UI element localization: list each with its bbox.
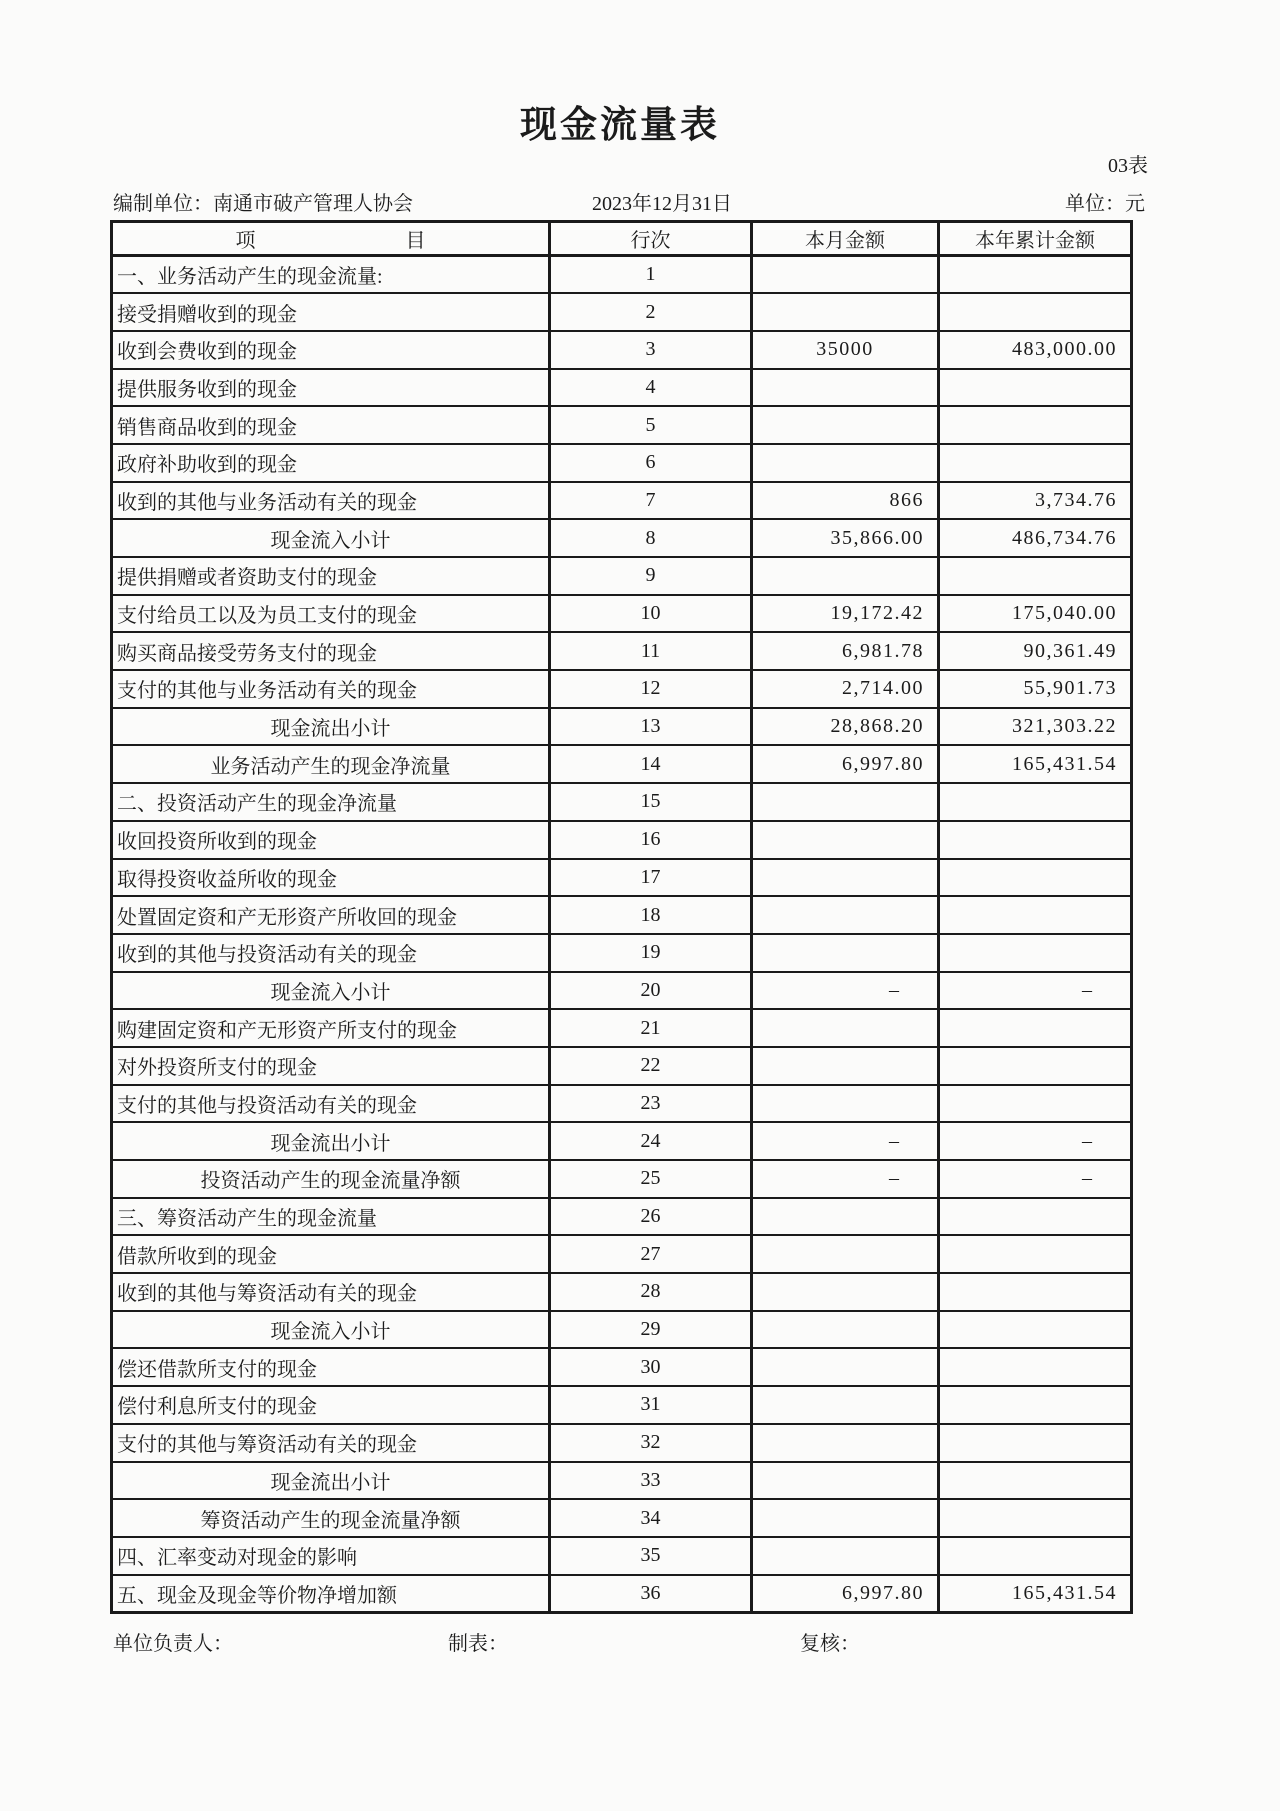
table-row — [112, 1085, 1132, 1123]
row-year-amount — [939, 896, 1132, 934]
row-line-no: 24 — [550, 1122, 752, 1160]
row-item-label: 投资活动产生的现金流量净额 — [112, 1160, 550, 1198]
table-row — [112, 783, 1132, 821]
table-row — [112, 1273, 1132, 1311]
row-item-label: 收回投资所收到的现金 — [112, 821, 550, 859]
table-header — [112, 222, 1132, 256]
row-line-no: 13 — [550, 708, 752, 746]
row-line-no: 5 — [550, 406, 752, 444]
table-row — [112, 1348, 1132, 1386]
row-item-label: 接受捐赠收到的现金 — [112, 293, 550, 331]
table-row — [112, 632, 1132, 670]
row-line-no: 29 — [550, 1311, 752, 1349]
row-line-no: 19 — [550, 934, 752, 972]
row-line-no: 26 — [550, 1198, 752, 1236]
row-item-label: 现金流入小计 — [112, 519, 550, 557]
row-year-amount — [939, 1499, 1132, 1537]
row-item-label: 处置固定资和产无形资产所收回的现金 — [112, 896, 550, 934]
row-line-no: 15 — [550, 783, 752, 821]
row-month-amount — [752, 256, 939, 294]
row-year-amount: 175,040.00 — [939, 595, 1132, 633]
row-month-amount — [752, 821, 939, 859]
row-month-amount — [752, 293, 939, 331]
row-line-no: 1 — [550, 256, 752, 294]
row-line-no: 22 — [550, 1047, 752, 1085]
page-title: 现金流量表 — [520, 105, 720, 146]
table-row — [112, 708, 1132, 746]
row-line-no: 14 — [550, 745, 752, 783]
row-month-amount — [752, 934, 939, 972]
row-line-no: 8 — [550, 519, 752, 557]
row-item-label: 现金流出小计 — [112, 708, 550, 746]
row-line-no: 28 — [550, 1273, 752, 1311]
row-month-amount — [752, 1311, 939, 1349]
row-month-amount: 6,997.80 — [752, 1575, 939, 1613]
row-line-no: 16 — [550, 821, 752, 859]
header-year-amount: 本年累计金额 — [939, 222, 1132, 256]
table-row — [112, 369, 1132, 407]
header-item-char-right: 目 — [405, 230, 426, 252]
table-row — [112, 1122, 1132, 1160]
cash-flow-table — [110, 220, 1133, 1614]
row-year-amount — [939, 1311, 1132, 1349]
row-year-amount: – — [939, 1122, 1132, 1160]
row-month-amount — [752, 1047, 939, 1085]
row-month-amount — [752, 1198, 939, 1236]
form-number: 03表 — [1108, 155, 1148, 177]
row-item-label: 收到的其他与投资活动有关的现金 — [112, 934, 550, 972]
table-row — [112, 519, 1132, 557]
row-item-label: 购买商品接受劳务支付的现金 — [112, 632, 550, 670]
row-year-amount — [939, 783, 1132, 821]
table-row — [112, 331, 1132, 369]
row-item-label: 借款所收到的现金 — [112, 1235, 550, 1273]
row-year-amount: 55,901.73 — [939, 670, 1132, 708]
row-line-no: 23 — [550, 1085, 752, 1123]
row-line-no: 12 — [550, 670, 752, 708]
row-line-no: 4 — [550, 369, 752, 407]
row-year-amount — [939, 293, 1132, 331]
table-row — [112, 1235, 1132, 1273]
table-row — [112, 293, 1132, 331]
row-line-no: 27 — [550, 1235, 752, 1273]
row-year-amount: 165,431.54 — [939, 745, 1132, 783]
table-row — [112, 256, 1132, 294]
table-row — [112, 670, 1132, 708]
row-line-no: 17 — [550, 859, 752, 897]
table-row — [112, 482, 1132, 520]
table-row — [112, 934, 1132, 972]
row-line-no: 36 — [550, 1575, 752, 1613]
table-row — [112, 557, 1132, 595]
row-month-amount — [752, 406, 939, 444]
report-date: 2023年12月31日 — [592, 193, 732, 215]
row-year-amount — [939, 934, 1132, 972]
row-line-no: 18 — [550, 896, 752, 934]
table-row — [112, 1499, 1132, 1537]
row-month-amount: 2,714.00 — [752, 670, 939, 708]
row-item-label: 筹资活动产生的现金流量净额 — [112, 1499, 550, 1537]
row-month-amount: 35,866.00 — [752, 519, 939, 557]
row-year-amount: 483,000.00 — [939, 331, 1132, 369]
row-year-amount: 165,431.54 — [939, 1575, 1132, 1613]
row-month-amount: 6,997.80 — [752, 745, 939, 783]
preparing-unit: 编制单位：南通市破产管理人协会 — [113, 193, 413, 215]
row-year-amount — [939, 1348, 1132, 1386]
row-item-label: 偿还借款所支付的现金 — [112, 1348, 550, 1386]
header-item — [112, 222, 550, 256]
row-month-amount — [752, 1273, 939, 1311]
row-item-label: 对外投资所支付的现金 — [112, 1047, 550, 1085]
header-month-amount: 本月金额 — [752, 222, 939, 256]
row-month-amount — [752, 444, 939, 482]
row-line-no: 31 — [550, 1386, 752, 1424]
table-row — [112, 896, 1132, 934]
footer-responsible-label: 单位负责人： — [113, 1633, 233, 1655]
row-item-label: 销售商品收到的现金 — [112, 406, 550, 444]
row-month-amount — [752, 1009, 939, 1047]
table-row — [112, 1009, 1132, 1047]
table-row — [112, 1537, 1132, 1575]
row-year-amount: 90,361.49 — [939, 632, 1132, 670]
row-item-label: 五、现金及现金等价物净增加额 — [112, 1575, 550, 1613]
row-month-amount — [752, 859, 939, 897]
table-row — [112, 1311, 1132, 1349]
row-year-amount — [939, 1537, 1132, 1575]
currency-unit: 单位：元 — [1065, 193, 1145, 215]
row-item-label: 业务活动产生的现金净流量 — [112, 745, 550, 783]
row-month-amount — [752, 1348, 939, 1386]
row-item-label: 提供服务收到的现金 — [112, 369, 550, 407]
row-year-amount — [939, 1047, 1132, 1085]
table-row — [112, 1047, 1132, 1085]
row-line-no: 21 — [550, 1009, 752, 1047]
row-year-amount — [939, 1198, 1132, 1236]
table-row — [112, 1424, 1132, 1462]
row-year-amount — [939, 1009, 1132, 1047]
row-month-amount: 6,981.78 — [752, 632, 939, 670]
row-year-amount: – — [939, 1160, 1132, 1198]
row-year-amount — [939, 1462, 1132, 1500]
row-line-no: 2 — [550, 293, 752, 331]
row-item-label: 现金流入小计 — [112, 972, 550, 1010]
table-row — [112, 745, 1132, 783]
row-item-label: 购建固定资和产无形资产所支付的现金 — [112, 1009, 550, 1047]
row-item-label: 收到的其他与业务活动有关的现金 — [112, 482, 550, 520]
row-item-label: 现金流出小计 — [112, 1122, 550, 1160]
row-item-label: 偿付利息所支付的现金 — [112, 1386, 550, 1424]
row-line-no: 20 — [550, 972, 752, 1010]
table-body — [112, 256, 1132, 1613]
row-month-amount — [752, 1386, 939, 1424]
row-year-amount — [939, 444, 1132, 482]
row-month-amount: 28,868.20 — [752, 708, 939, 746]
table-row — [112, 444, 1132, 482]
row-month-amount: – — [752, 1160, 939, 1198]
row-year-amount — [939, 1235, 1132, 1273]
row-year-amount: 486,734.76 — [939, 519, 1132, 557]
row-item-label: 支付给员工以及为员工支付的现金 — [112, 595, 550, 633]
row-month-amount — [752, 1462, 939, 1500]
row-line-no: 35 — [550, 1537, 752, 1575]
row-item-label: 收到会费收到的现金 — [112, 331, 550, 369]
header-row — [112, 222, 1132, 256]
row-line-no: 6 — [550, 444, 752, 482]
row-year-amount — [939, 1386, 1132, 1424]
row-item-label: 三、筹资活动产生的现金流量 — [112, 1198, 550, 1236]
row-month-amount — [752, 1235, 939, 1273]
footer-reviewer-label: 复核： — [800, 1633, 860, 1655]
row-line-no: 3 — [550, 331, 752, 369]
row-month-amount: – — [752, 1122, 939, 1160]
row-item-label: 四、汇率变动对现金的影响 — [112, 1537, 550, 1575]
row-line-no: 33 — [550, 1462, 752, 1500]
row-year-amount — [939, 406, 1132, 444]
header-line-no: 行次 — [550, 222, 752, 256]
row-month-amount — [752, 369, 939, 407]
row-year-amount — [939, 1424, 1132, 1462]
row-item-label: 收到的其他与筹资活动有关的现金 — [112, 1273, 550, 1311]
row-line-no: 30 — [550, 1348, 752, 1386]
row-year-amount — [939, 369, 1132, 407]
table-row — [112, 406, 1132, 444]
row-year-amount — [939, 1273, 1132, 1311]
row-month-amount: – — [752, 972, 939, 1010]
row-item-label: 提供捐赠或者资助支付的现金 — [112, 557, 550, 595]
table-row — [112, 1462, 1132, 1500]
row-year-amount: 321,303.22 — [939, 708, 1132, 746]
row-month-amount: 866 — [752, 482, 939, 520]
row-year-amount — [939, 859, 1132, 897]
row-month-amount — [752, 896, 939, 934]
footer-preparer-label: 制表： — [448, 1633, 508, 1655]
row-item-label: 政府补助收到的现金 — [112, 444, 550, 482]
row-month-amount — [752, 1537, 939, 1575]
table-row — [112, 859, 1132, 897]
row-item-label: 现金流入小计 — [112, 1311, 550, 1349]
row-item-label: 一、业务活动产生的现金流量: — [112, 256, 550, 294]
row-year-amount — [939, 821, 1132, 859]
row-month-amount — [752, 1499, 939, 1537]
row-month-amount — [752, 783, 939, 821]
table-row — [112, 1198, 1132, 1236]
row-line-no: 34 — [550, 1499, 752, 1537]
row-year-amount: – — [939, 972, 1132, 1010]
table-row — [112, 595, 1132, 633]
row-item-label: 支付的其他与业务活动有关的现金 — [112, 670, 550, 708]
table-row — [112, 972, 1132, 1010]
row-item-label: 取得投资收益所收的现金 — [112, 859, 550, 897]
row-line-no: 32 — [550, 1424, 752, 1462]
row-item-label: 支付的其他与投资活动有关的现金 — [112, 1085, 550, 1123]
table-row — [112, 821, 1132, 859]
row-item-label: 现金流出小计 — [112, 1462, 550, 1500]
row-line-no: 25 — [550, 1160, 752, 1198]
row-line-no: 7 — [550, 482, 752, 520]
row-item-label: 支付的其他与筹资活动有关的现金 — [112, 1424, 550, 1462]
header-item-char-left: 项 — [235, 230, 256, 252]
row-month-amount — [752, 1085, 939, 1123]
table-row — [112, 1386, 1132, 1424]
row-month-amount: 35000 — [752, 331, 939, 369]
row-line-no: 10 — [550, 595, 752, 633]
table-row — [112, 1575, 1132, 1613]
row-line-no: 9 — [550, 557, 752, 595]
row-year-amount — [939, 557, 1132, 595]
row-year-amount — [939, 256, 1132, 294]
row-line-no: 11 — [550, 632, 752, 670]
row-month-amount — [752, 557, 939, 595]
row-year-amount: 3,734.76 — [939, 482, 1132, 520]
row-item-label: 二、投资活动产生的现金净流量 — [112, 783, 550, 821]
row-year-amount — [939, 1085, 1132, 1123]
row-month-amount: 19,172.42 — [752, 595, 939, 633]
row-month-amount — [752, 1424, 939, 1462]
table-row — [112, 1160, 1132, 1198]
